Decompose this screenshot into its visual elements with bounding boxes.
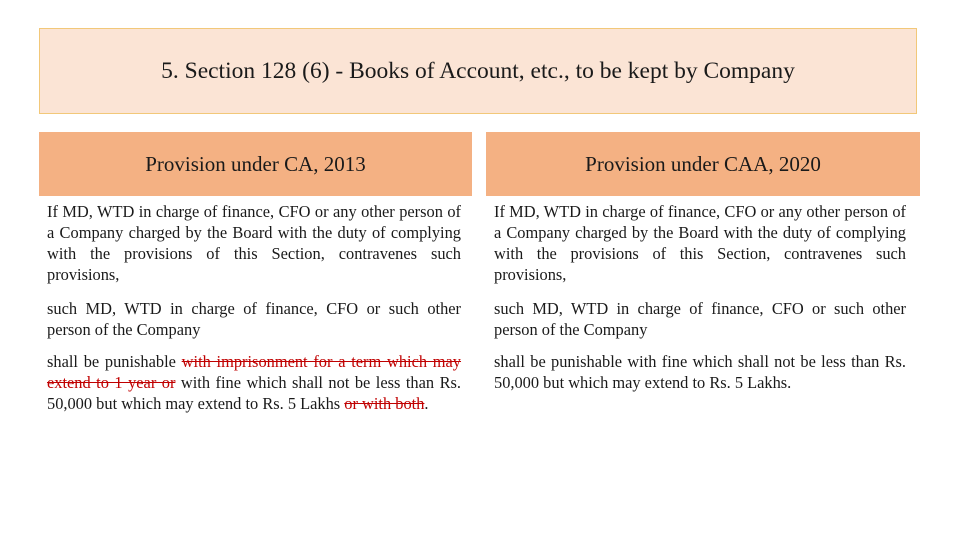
caa-2020-row-2: such MD, WTD in charge of finance, CFO or such other person of the Company bbox=[494, 299, 906, 339]
fine-text: with fine which shall not be less than Rs. 50,000 but which may extend to Rs. 5 Lakhs bbox=[47, 373, 461, 413]
caa-2020-row-1: If MD, WTD in charge of finance, CFO or any other person of a Company charged by the Board with the duty of complying with the provisions of this Section, contravenes such provisions, bbox=[494, 202, 906, 284]
column-header-caa-2020: Provision under CAA, 2020 bbox=[486, 132, 920, 196]
caa-2020-row-3: shall be punishable with fine which shall not be less than Rs. 50,000 but which may extend to Rs. 5 Lakhs. bbox=[494, 352, 906, 392]
ca-2013-row-1: If MD, WTD in charge of finance, CFO or any other person of a Company charged by the Board with the duty of complying with the provisions of this Section, contravenes such provisions, bbox=[47, 202, 461, 284]
ca-2013-row-3 bbox=[47, 351, 461, 414]
punishment-text: shall be punishable bbox=[47, 352, 182, 371]
ca-2013-row-2: such MD, WTD in charge of finance, CFO or such other person of the Company bbox=[47, 299, 461, 339]
sentence-end: . bbox=[424, 394, 429, 413]
deleted-imprisonment-text: with imprisonment for a term which may extend to 1 year or bbox=[47, 352, 462, 392]
column-header-ca-2013: Provision under CA, 2013 bbox=[39, 132, 472, 196]
deleted-or-with-both-text: or with both bbox=[344, 394, 425, 413]
slide-title: 5. Section 128 (6) - Books of Account, etc., to be kept by Company bbox=[39, 28, 917, 114]
